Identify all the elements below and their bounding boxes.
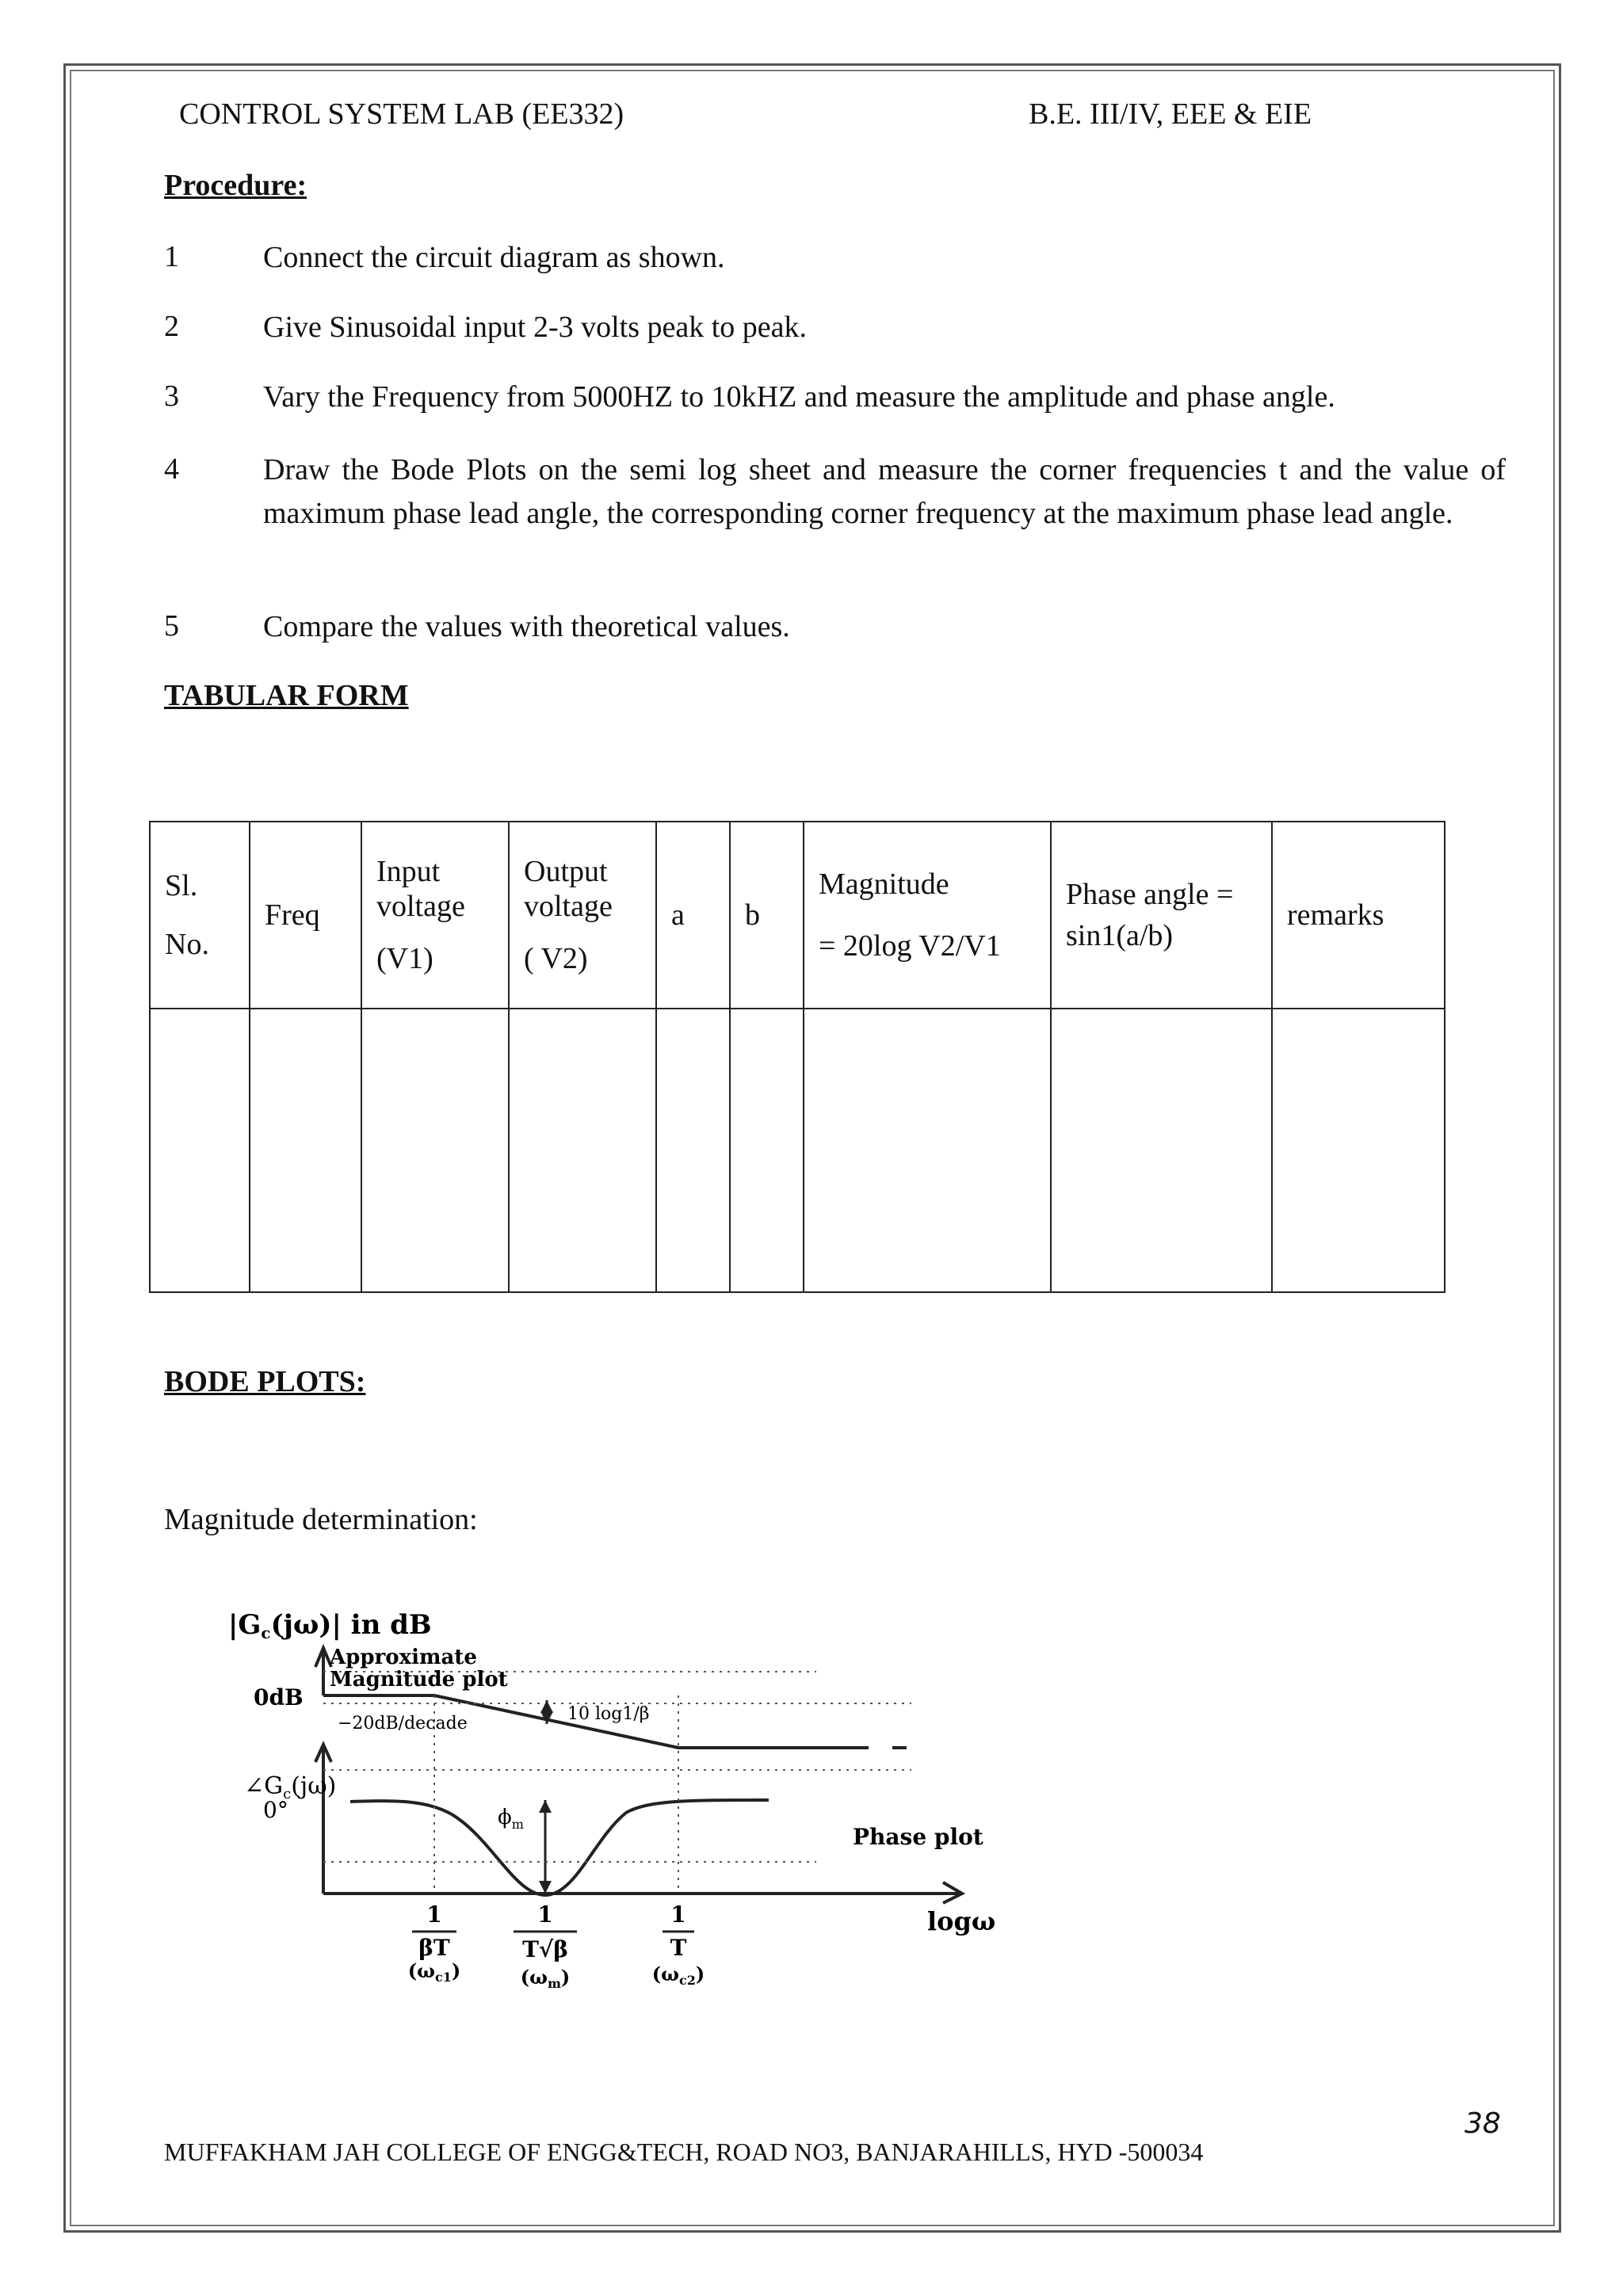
slope-label: −20dB/decade <box>338 1714 468 1733</box>
step-text: Compare the values with theoretical values. <box>263 610 790 643</box>
tick2-numerator: 1 <box>537 1901 553 1928</box>
tick1-denominator: βT <box>418 1935 450 1961</box>
phase-curve <box>350 1800 769 1895</box>
tick3-numerator: 1 <box>670 1901 686 1928</box>
table-cell <box>730 1009 804 1292</box>
col-output-voltage: Output voltage ( V2) <box>509 822 656 1009</box>
step-text: Vary the Frequency from 5000HZ to 10kHZ and measure the amplitude and phase angle. <box>263 380 1335 414</box>
table-cell <box>361 1009 509 1292</box>
col-freq: Freq <box>250 822 361 1009</box>
step-number: 5 <box>164 609 179 643</box>
col-remarks: remarks <box>1272 822 1445 1009</box>
phase-axis-label: $\angle G_c(j\omega)$ <box>244 1772 337 1802</box>
bode-heading: BODE PLOTS: <box>164 1365 366 1398</box>
phase-plot-label: Phase plot <box>853 1824 983 1850</box>
step-number: 4 <box>164 452 179 486</box>
x-axis-label: logω <box>927 1906 996 1936</box>
tick1-numerator: 1 <box>426 1901 442 1928</box>
table-row <box>150 1009 1445 1292</box>
tick3-name: $(\omega_{c2})$ <box>651 1962 705 1988</box>
col-sl-no: Sl. No. <box>150 822 250 1009</box>
tick2-name: $(\omega_m)$ <box>520 1966 571 1991</box>
col-phase-angle: Phase angle = sin1(a/b) <box>1051 822 1272 1009</box>
phi-m-label: $\phi_m$ <box>498 1806 524 1832</box>
page-number: 38 <box>1465 2107 1501 2140</box>
step-text: Draw the Bode Plots on the semi log sheet and measure the corner frequencies t and the value of maximum phase lead angle, the corresponding corner frequency at the maximum phase lead angle. <box>263 453 1506 530</box>
approx-label-1: Approximate <box>330 1646 477 1669</box>
tabular-heading: TABULAR FORM <box>164 679 409 712</box>
header-class-info: B.E. III/IV, EEE & EIE <box>1029 97 1312 131</box>
table-cell <box>1272 1009 1445 1292</box>
approx-label-2: Magnitude plot <box>330 1668 508 1691</box>
step-text: Connect the circuit diagram as shown. <box>263 241 725 274</box>
step-number: 3 <box>164 379 179 413</box>
table-header-row <box>150 822 1445 1009</box>
tick3-denominator: T <box>670 1935 687 1961</box>
col-a: a <box>656 822 730 1009</box>
phi-m-arrow-up <box>539 1800 552 1813</box>
observation-table <box>149 821 1445 1293</box>
gain-label: 10 log1/β <box>567 1704 650 1724</box>
table-cell <box>250 1009 361 1292</box>
table-cell <box>804 1009 1051 1292</box>
step-text: Give Sinusoidal input 2-3 volts peak to peak. <box>263 311 808 344</box>
col-magnitude: Magnitude = 20log V2/V1 <box>804 822 1051 1009</box>
procedure-heading: Procedure: <box>164 169 307 202</box>
col-b: b <box>730 822 804 1009</box>
step-number: 1 <box>164 240 179 273</box>
bode-subheading: Magnitude determination: <box>164 1503 478 1536</box>
col-input-voltage: Input voltage (V1) <box>361 822 509 1009</box>
header-course-title: CONTROL SYSTEM LAB (EE332) <box>179 97 624 131</box>
bode-diagram <box>214 1592 1070 1997</box>
table-cell <box>1051 1009 1272 1292</box>
step-number: 2 <box>164 310 179 343</box>
table-cell <box>656 1009 730 1292</box>
table-cell <box>509 1009 656 1292</box>
tick1-name: $(\omega_{c1})$ <box>407 1959 461 1985</box>
zero-db-label: 0dB <box>254 1684 304 1711</box>
phi-m-arrow-down <box>539 1881 552 1894</box>
table-cell <box>150 1009 250 1292</box>
zero-deg-label: 0° <box>263 1797 288 1823</box>
footer-college-address: MUFFAKHAM JAH COLLEGE OF ENGG&TECH, ROAD NO3, BANJARAHILLS, HYD -500034 <box>164 2138 1204 2166</box>
mag-axis-label: |Gc(jω)| in dB <box>228 1609 432 1642</box>
gain-arrow-up <box>540 1700 553 1713</box>
tick2-denominator: T√β <box>522 1936 568 1962</box>
